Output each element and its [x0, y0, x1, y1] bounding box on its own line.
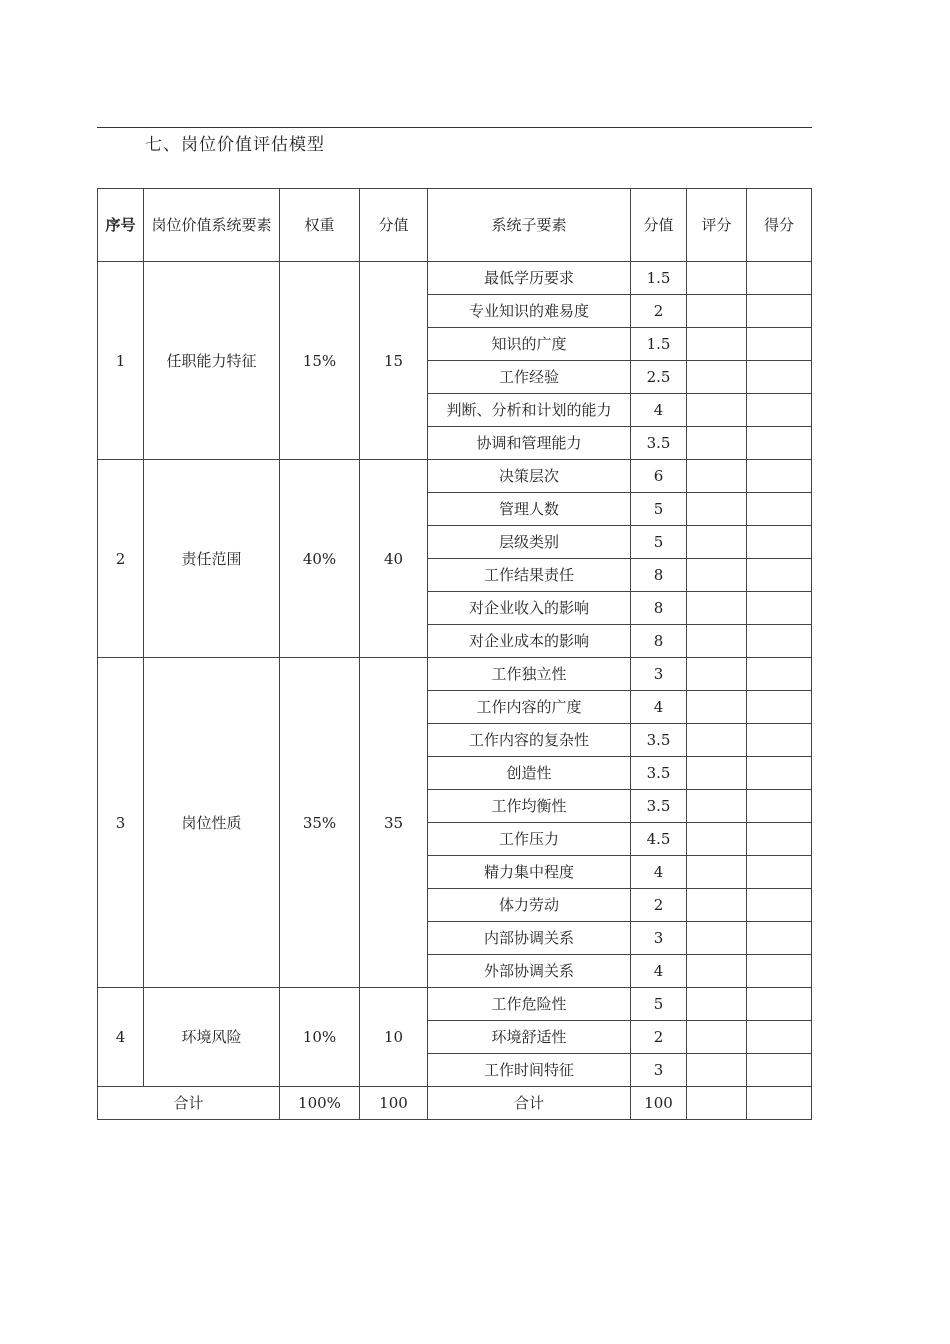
result-cell[interactable]: [747, 460, 812, 493]
rating-cell[interactable]: [687, 328, 747, 361]
group-score: 10: [360, 988, 428, 1087]
total-sub-label: 合计: [428, 1087, 631, 1120]
result-cell[interactable]: [747, 592, 812, 625]
table-row: [98, 460, 812, 493]
sub-element-score: 5: [631, 493, 687, 526]
rating-cell[interactable]: [687, 691, 747, 724]
sub-element-score: 3: [631, 922, 687, 955]
rating-cell[interactable]: [687, 361, 747, 394]
header-result: 得分: [747, 189, 812, 262]
sub-element-score: 3: [631, 658, 687, 691]
rating-cell[interactable]: [687, 559, 747, 592]
rating-cell[interactable]: [687, 1054, 747, 1087]
total-label: 合计: [98, 1087, 280, 1120]
result-cell[interactable]: [747, 988, 812, 1021]
sub-element-score: 3.5: [631, 427, 687, 460]
sub-element-name: 专业知识的难易度: [428, 295, 631, 328]
rating-cell[interactable]: [687, 955, 747, 988]
rating-cell[interactable]: [687, 1021, 747, 1054]
sub-element-name: 工作危险性: [428, 988, 631, 1021]
sub-element-name: 创造性: [428, 757, 631, 790]
group-seq: 2: [98, 460, 144, 658]
sub-element-name: 最低学历要求: [428, 262, 631, 295]
header-sub-score: 分值: [631, 189, 687, 262]
result-cell[interactable]: [747, 724, 812, 757]
result-cell[interactable]: [747, 394, 812, 427]
header-row: [98, 189, 812, 262]
sub-element-name: 工作经验: [428, 361, 631, 394]
sub-element-name: 决策层次: [428, 460, 631, 493]
table-row: [98, 262, 812, 295]
group-element: 任职能力特征: [144, 262, 280, 460]
sub-element-score: 6: [631, 460, 687, 493]
rating-cell[interactable]: [687, 922, 747, 955]
sub-element-name: 精力集中程度: [428, 856, 631, 889]
sub-element-name: 对企业收入的影响: [428, 592, 631, 625]
group-score: 40: [360, 460, 428, 658]
result-cell[interactable]: [747, 262, 812, 295]
result-cell[interactable]: [747, 955, 812, 988]
sub-element-score: 4: [631, 856, 687, 889]
result-cell[interactable]: [747, 526, 812, 559]
result-cell[interactable]: [747, 856, 812, 889]
sub-element-score: 1.5: [631, 328, 687, 361]
group-element: 岗位性质: [144, 658, 280, 988]
sub-element-score: 8: [631, 559, 687, 592]
total-weight: 100%: [280, 1087, 360, 1120]
sub-element-name: 知识的广度: [428, 328, 631, 361]
rating-cell[interactable]: [687, 823, 747, 856]
rating-cell[interactable]: [687, 460, 747, 493]
rating-cell[interactable]: [687, 295, 747, 328]
header-element: 岗位价值系统要素: [144, 189, 280, 262]
table-row: [98, 658, 812, 691]
sub-element-name: 工作时间特征: [428, 1054, 631, 1087]
sub-element-name: 工作压力: [428, 823, 631, 856]
total-row: [98, 1087, 812, 1120]
total-rating-cell[interactable]: [687, 1087, 747, 1120]
result-cell[interactable]: [747, 295, 812, 328]
result-cell[interactable]: [747, 757, 812, 790]
sub-element-name: 外部协调关系: [428, 955, 631, 988]
rating-cell[interactable]: [687, 889, 747, 922]
total-score: 100: [360, 1087, 428, 1120]
sub-element-name: 工作均衡性: [428, 790, 631, 823]
header-rating: 评分: [687, 189, 747, 262]
result-cell[interactable]: [747, 790, 812, 823]
sub-element-name: 工作内容的复杂性: [428, 724, 631, 757]
group-seq: 1: [98, 262, 144, 460]
rating-cell[interactable]: [687, 592, 747, 625]
group-score: 15: [360, 262, 428, 460]
evaluation-table: [97, 188, 812, 1120]
rating-cell[interactable]: [687, 493, 747, 526]
sub-element-score: 2.5: [631, 361, 687, 394]
sub-element-score: 4.5: [631, 823, 687, 856]
sub-element-score: 8: [631, 592, 687, 625]
rating-cell[interactable]: [687, 526, 747, 559]
rating-cell[interactable]: [687, 658, 747, 691]
sub-element-name: 对企业成本的影响: [428, 625, 631, 658]
sub-element-name: 工作内容的广度: [428, 691, 631, 724]
rating-cell[interactable]: [687, 427, 747, 460]
sub-element-name: 环境舒适性: [428, 1021, 631, 1054]
result-cell[interactable]: [747, 823, 812, 856]
result-cell[interactable]: [747, 1021, 812, 1054]
sub-element-score: 4: [631, 691, 687, 724]
sub-element-name: 协调和管理能力: [428, 427, 631, 460]
sub-element-name: 工作结果责任: [428, 559, 631, 592]
group-seq: 4: [98, 988, 144, 1087]
sub-element-name: 判断、分析和计划的能力: [428, 394, 631, 427]
rating-cell[interactable]: [687, 262, 747, 295]
sub-element-score: 3.5: [631, 790, 687, 823]
result-cell[interactable]: [747, 922, 812, 955]
result-cell[interactable]: [747, 889, 812, 922]
result-cell[interactable]: [747, 559, 812, 592]
sub-element-name: 内部协调关系: [428, 922, 631, 955]
total-result-cell[interactable]: [747, 1087, 812, 1120]
sub-element-score: 5: [631, 526, 687, 559]
group-weight: 10%: [280, 988, 360, 1087]
sub-element-name: 工作独立性: [428, 658, 631, 691]
result-cell[interactable]: [747, 1054, 812, 1087]
sub-element-score: 5: [631, 988, 687, 1021]
result-cell[interactable]: [747, 361, 812, 394]
result-cell[interactable]: [747, 658, 812, 691]
sub-element-score: 3.5: [631, 757, 687, 790]
sub-element-name: 管理人数: [428, 493, 631, 526]
table-row: [98, 988, 812, 1021]
sub-element-score: 1.5: [631, 262, 687, 295]
header-seq: 序号: [98, 189, 144, 262]
total-sub-score: 100: [631, 1087, 687, 1120]
header-score-value: 分值: [360, 189, 428, 262]
sub-element-score: 8: [631, 625, 687, 658]
rating-cell[interactable]: [687, 988, 747, 1021]
sub-element-name: 层级类别: [428, 526, 631, 559]
top-rule: [97, 127, 812, 128]
rating-cell[interactable]: [687, 724, 747, 757]
sub-element-name: 体力劳动: [428, 889, 631, 922]
result-cell[interactable]: [747, 328, 812, 361]
group-weight: 35%: [280, 658, 360, 988]
sub-element-score: 4: [631, 394, 687, 427]
sub-element-score: 2: [631, 889, 687, 922]
group-score: 35: [360, 658, 428, 988]
group-weight: 40%: [280, 460, 360, 658]
result-cell[interactable]: [747, 427, 812, 460]
rating-cell[interactable]: [687, 394, 747, 427]
group-element: 环境风险: [144, 988, 280, 1087]
section-title: 七、岗位价值评估模型: [145, 135, 325, 155]
rating-cell[interactable]: [687, 757, 747, 790]
header-weight: 权重: [280, 189, 360, 262]
rating-cell[interactable]: [687, 625, 747, 658]
group-seq: 3: [98, 658, 144, 988]
sub-element-score: 4: [631, 955, 687, 988]
group-element: 责任范围: [144, 460, 280, 658]
sub-element-score: 2: [631, 295, 687, 328]
result-cell[interactable]: [747, 691, 812, 724]
sub-element-score: 3.5: [631, 724, 687, 757]
group-weight: 15%: [280, 262, 360, 460]
sub-element-score: 3: [631, 1054, 687, 1087]
result-cell[interactable]: [747, 493, 812, 526]
rating-cell[interactable]: [687, 790, 747, 823]
sub-element-score: 2: [631, 1021, 687, 1054]
header-sub-element: 系统子要素: [428, 189, 631, 262]
result-cell[interactable]: [747, 625, 812, 658]
rating-cell[interactable]: [687, 856, 747, 889]
